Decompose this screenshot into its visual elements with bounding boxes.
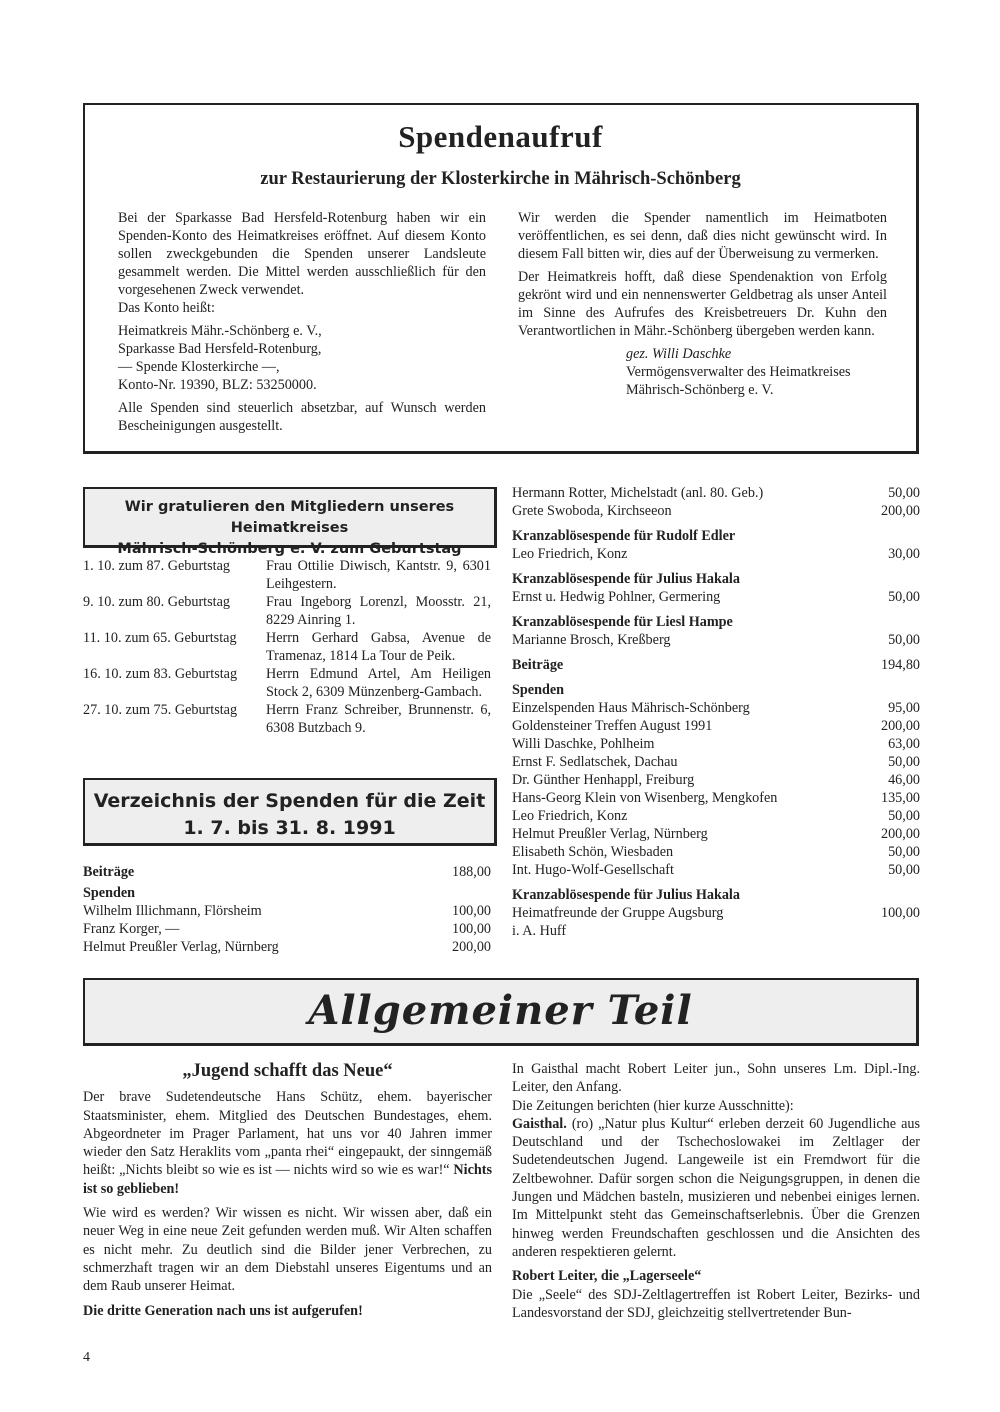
amount: 50,00 — [888, 754, 920, 770]
table-row — [512, 789, 920, 807]
paragraph: Die dritte Generation nach uns ist aufgerufen! — [83, 1302, 363, 1319]
amount: 200,00 — [880, 718, 920, 734]
paragraph: Die Zeitungen berichten (hier kurze Ausschnitte): — [512, 1097, 794, 1114]
donor-name: Helmut Preußler Verlag, Nürnberg — [512, 826, 708, 842]
label: Beiträge — [512, 657, 564, 673]
birthday-entry — [83, 557, 491, 593]
donor-name: Leo Friedrich, Konz — [512, 546, 628, 562]
table-row — [83, 902, 491, 920]
donor-name: Int. Hugo-Wolf-Gesellschaft — [512, 862, 674, 878]
donor-name: i. A. Huff — [512, 923, 567, 939]
donor-name: Ernst u. Hedwig Pohlner, Germering — [512, 589, 721, 605]
subheading: Robert Leiter, die „Lagerseele“ — [512, 1268, 702, 1285]
birthday-date: 27. 10. zum 75. Geburtstag — [83, 702, 238, 718]
table-row — [512, 484, 920, 502]
amount: 30,00 — [888, 546, 920, 562]
donor-name: Leo Friedrich, Konz — [512, 808, 628, 824]
birthday-person: Frau Ottilie Diwisch, Kantstr. 9, 6301 Leihgestern. — [266, 558, 491, 592]
contributions-row — [512, 656, 920, 674]
donor-name: Hermann Rotter, Michelstadt (anl. 80. Geb.) — [512, 485, 764, 501]
group-heading: Kranzablösespende für Liesl Hampe — [512, 614, 733, 630]
birthday-entry — [83, 593, 491, 629]
banner-title: Allgemeiner Teil — [308, 987, 693, 1034]
heading-line: Verzeichnis der Spenden für die Zeit — [93, 790, 486, 812]
table-row — [512, 753, 920, 771]
paragraph: Der Heimatkreis hofft, daß diese Spendenaktion von Erfolg gekrönt wird und ein nennenswerter Geldbetrag als unser Anteil im Sinne des Aufrufes des Kreisbetreuers Dr. Kuhn den Verantwortlichen in Mähr.-Schönberg übergeben werden kann. — [518, 269, 887, 339]
account-details: Heimatkreis Mähr.-Schönberg e. V., Sparkasse Bad Hersfeld-Rotenburg, — Spende Klosterkirche —, Konto-Nr. 19390, BLZ: 53250000. — [118, 323, 322, 393]
table-row — [512, 861, 920, 879]
amount: 200,00 — [880, 826, 920, 842]
heading-line: Wir gratulieren den Mitgliedern unseres Heimatkreises — [124, 499, 455, 536]
signature: gez. Willi Daschke Vermögensverwalter des Heimatkreises Mährisch-Schönberg e. V. — [626, 346, 851, 398]
amount: 50,00 — [888, 844, 920, 860]
birthday-date: 9. 10. zum 80. Geburtstag — [83, 594, 230, 610]
page-number: 4 — [83, 1350, 90, 1365]
table-row — [512, 807, 920, 825]
table-row — [83, 938, 491, 956]
donor-name: Einzelspenden Haus Mährisch-Schönberg — [512, 700, 750, 716]
article-right-column — [512, 1060, 920, 1328]
amount: 95,00 — [888, 700, 920, 716]
birthday-person: Herrn Edmund Artel, Am Heiligen Stock 2, 6309 Münzenberg-Gambach. — [266, 666, 491, 700]
donor-name: Wilhelm Illichmann, Flörsheim — [83, 903, 262, 919]
paragraph: In Gaisthal macht Robert Leiter jun., Sohn unseres Lm. Dipl.-Ing. Leiter, den Anfang. — [512, 1061, 920, 1096]
heading-line: 1. 7. bis 31. 8. 1991 — [183, 817, 396, 839]
table-row — [512, 699, 920, 717]
amount: 50,00 — [888, 632, 920, 648]
donor-name: Willi Daschke, Pohlheim — [512, 736, 655, 752]
amount: 63,00 — [888, 736, 920, 752]
table-row — [512, 588, 920, 606]
group-heading: Spenden — [512, 682, 565, 698]
birthday-person: Herrn Franz Schreiber, Brunnenstr. 6, 6308 Butzbach 9. — [266, 702, 491, 736]
amount: 135,00 — [880, 790, 920, 806]
table-row — [512, 904, 920, 922]
appeal-left-column — [118, 209, 486, 440]
table-row — [512, 502, 920, 520]
birthday-list — [83, 557, 491, 737]
donation-appeal-box — [83, 103, 919, 454]
donor-name: Heimatfreunde der Gruppe Augsburg — [512, 905, 724, 921]
donor-name: Ernst F. Sedlatschek, Dachau — [512, 754, 678, 770]
table-row — [512, 545, 920, 563]
paragraph: Alle Spenden sind steuerlich absetzbar, auf Wunsch werden Bescheinigungen ausgestellt. — [118, 400, 486, 434]
paragraph: Wir werden die Spender namentlich im Heimatboten veröffentlichen, es sei denn, daß dies nicht gewünscht wird. In diesem Fall bitten wir, dies auf der Überweisung zu vermerken. — [518, 210, 887, 262]
donor-name: Franz Korger, — — [83, 921, 180, 937]
donor-name: Helmut Preußler Verlag, Nürnberg — [83, 939, 279, 955]
group-heading: Kranzablösespende für Rudolf Edler — [512, 528, 736, 544]
appeal-title: Spendenaufruf — [398, 119, 603, 154]
table-row — [512, 717, 920, 735]
contributions-row: Beiträge 188,00 — [83, 864, 491, 880]
table-row — [512, 825, 920, 843]
general-section-banner — [83, 978, 919, 1046]
donor-name: Dr. Günther Henhappl, Freiburg — [512, 772, 695, 788]
birthday-person: Frau Ingeborg Lorenzl, Moosstr. 21, 8229 Ainring 1. — [266, 594, 491, 628]
table-row — [512, 922, 920, 940]
birthday-person: Herrn Gerhard Gabsa, Avenue de Tramenaz, 1814 La Tour de Peik. — [266, 630, 491, 664]
paragraph: Bei der Sparkasse Bad Hersfeld-Rotenburg haben wir ein Spenden-Konto des Heimatkreises eröffnet. Auf diesem Konto sollen zweckgebunden die Spenden unserer Landsleute gesammelt werden. Die Mittel werden ausschließlich für den vorgesehenen Zweck verwendet. Das Konto heißt: — [118, 210, 486, 316]
table-row — [512, 735, 920, 753]
amount: 200,00 — [451, 939, 491, 955]
donations-left-table — [83, 856, 491, 956]
donor-name: Hans-Georg Klein von Wisenberg, Mengkofen — [512, 790, 778, 806]
birthday-date: 11. 10. zum 65. Geburtstag — [83, 630, 237, 646]
heading-line: Mährisch-Schönberg e. V. zum Geburtstag — [117, 541, 462, 557]
amount: 50,00 — [888, 589, 920, 605]
birthday-entry — [83, 701, 491, 737]
amount: 100,00 — [451, 921, 491, 937]
paragraph: Die „Seele“ des SDJ-Zeltlagertreffen ist Robert Leiter, Bezirks- und Landesvorstand der SDJ, gleichzeitig stellvertretender Bun- — [512, 1286, 920, 1321]
birthday-entry — [83, 665, 491, 701]
paragraph: Der brave Sudetendeutsche Hans Schütz, ehem. bayerischer Staatsminister, ehem. Mitglied des Deutschen Bundestages, ehem. Abgeordneter im Prager Parlament, hat uns vor 40 Jahren immer wieder den Satz Heraklits vom „panta rhei“ eingepaukt, der sinngemäß heißt: „Nichts bleibt so wie es ist — nichts wird so wie es war!“ Nichts ist so geblieben! — [83, 1089, 493, 1197]
donor-name: Elisabeth Schön, Wiesbaden — [512, 844, 674, 860]
group-heading: Kranzablösespende für Julius Hakala — [512, 571, 740, 587]
donor-name: Grete Swoboda, Kirchseeon — [512, 503, 672, 519]
birthday-date: 16. 10. zum 83. Geburtstag — [83, 666, 238, 682]
paragraph: Wie wird es werden? Wir wissen es nicht. Wir wissen aber, daß ein neuer Weg in eine neue Zeit gefunden werden muß. Wir Alten schaffen es nicht mehr. Zu deutlich sind die Bilder jener Verbrechen, zu schmerzhaft tragen wir an dem Diebstahl unseres Eigentums und an dem Raub unserer Heimat. — [83, 1205, 492, 1295]
birthday-heading-box — [83, 487, 497, 557]
table-row — [512, 843, 920, 861]
article-title: „Jugend schafft das Neue“ — [182, 1061, 393, 1081]
amount: 200,00 — [880, 503, 920, 519]
donations-heading-box — [83, 778, 497, 846]
table-row — [512, 771, 920, 789]
amount: 194,80 — [880, 657, 920, 673]
amount: 50,00 — [888, 808, 920, 824]
donations-right-table — [512, 484, 920, 940]
amount: 100,00 — [880, 905, 920, 921]
group-heading: Kranzablösespende für Julius Hakala — [512, 887, 740, 903]
donor-name: Goldensteiner Treffen August 1991 — [512, 718, 713, 734]
paragraph: Gaisthal. (ro) „Natur plus Kultur“ erleben derzeit 60 Jugendliche aus Deutschland und der Tschechoslowakei im Zeltlager der Sudetendeutschen Jugend. Langeweile ist ein Fremdwort für die Zeltbewohner. Dafür sorgen schon die Neigungsgruppen, in denen die Jungen und Mädchen basteln, musizieren und nebenbei einiges lernen. Im Mittelpunkt steht das Gemeinschaftserlebnis. Über die Grenzen hinweg werden Freundschaften geschlossen und die Ansichten des anderen respektieren gelernt. — [512, 1115, 920, 1260]
appeal-subtitle: zur Restaurierung der Klosterkirche in Mährisch-Schönberg — [260, 169, 741, 189]
amount: 50,00 — [888, 485, 920, 501]
birthday-date: 1. 10. zum 87. Geburtstag — [83, 558, 230, 574]
amount: 46,00 — [888, 772, 920, 788]
amount: 50,00 — [888, 862, 920, 878]
appeal-right-column — [518, 209, 887, 404]
article-left-column — [83, 1062, 492, 1326]
amount: 100,00 — [451, 903, 491, 919]
table-row — [512, 631, 920, 649]
donor-name: Marianne Brosch, Kreßberg — [512, 632, 671, 648]
birthday-entry — [83, 629, 491, 665]
table-row — [83, 920, 491, 938]
donations-label: Spenden — [83, 885, 136, 901]
